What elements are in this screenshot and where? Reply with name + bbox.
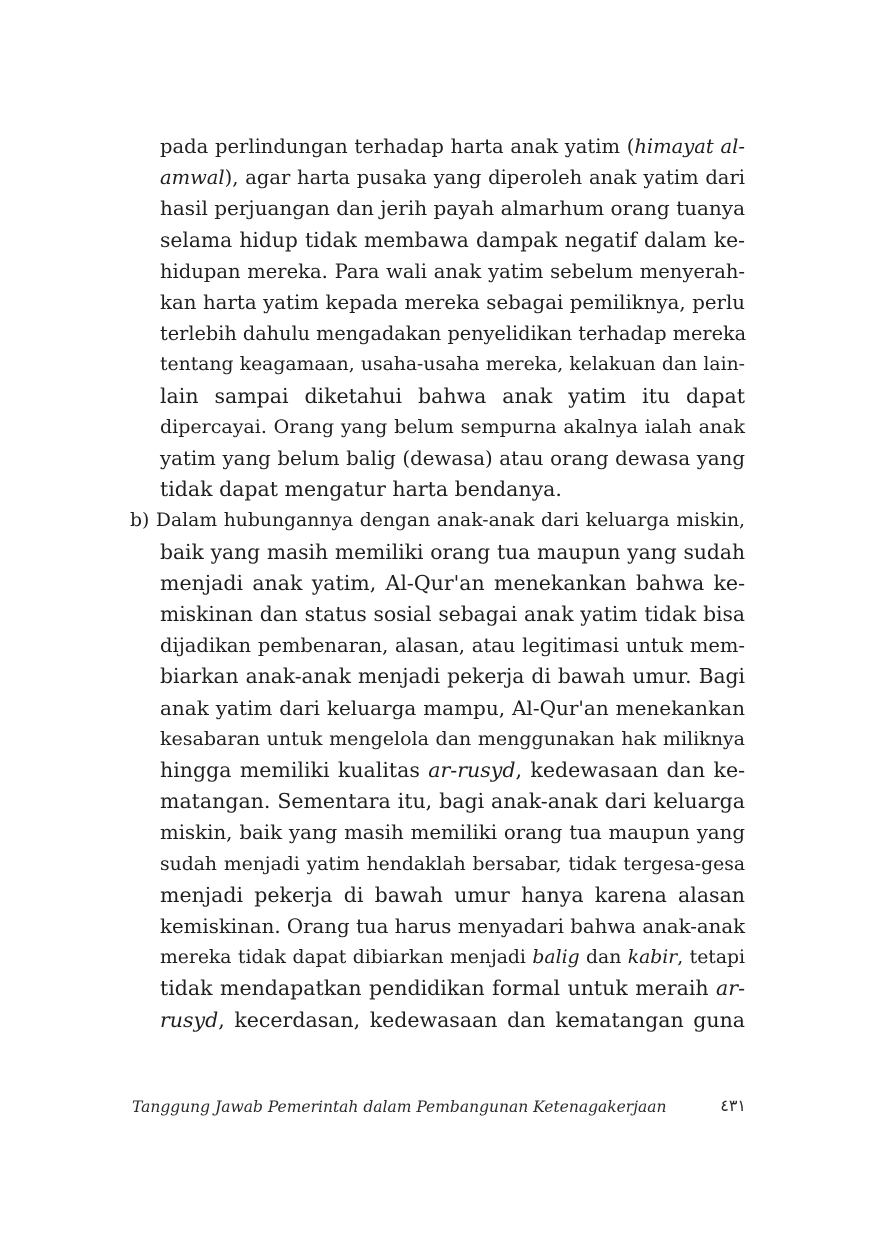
text-span: biarkan anak-anak menjadi pekerja di bawah umur. Bagi [160,664,745,689]
text-line [160,412,745,443]
text-span: matangan. Sementara itu, bagi anak-anak dari keluarga [160,789,745,814]
text-span: kan harta yatim kepada mereka sebagai pemiliknya, perlu [160,291,745,314]
text-line [160,381,745,412]
text-span: selama hidup tidak membawa dampak negatif dalam ke- [160,227,745,252]
text-line [160,942,745,973]
text-line [160,755,745,786]
text-line [130,505,745,536]
italic-term: ar- [716,976,745,1001]
text-line [160,225,745,256]
text-line [160,349,745,380]
text-line [160,162,745,193]
text-span: , kedewasaan dan ke- [515,758,746,782]
italic-term: himayat al- [634,135,745,158]
text-span: baik yang masih memiliki orang tua maupun yang sudah [160,539,745,564]
text-span: yatim yang belum balig (dewasa) atau orang dewasa yang [160,447,745,470]
text-line [160,193,745,224]
page-number: ٤٣١ [720,1096,746,1115]
text-span: dan [579,947,628,969]
text-line [160,599,745,630]
text-line [160,630,745,661]
text-span: hasil perjuangan dan jerih payah almarhum orang tuanya [160,196,746,221]
italic-term: ar-rusyd [428,758,516,782]
text-line [160,849,745,880]
text-line [160,817,745,848]
text-line [160,724,745,755]
text-line [160,287,745,318]
text-line [160,256,745,287]
text-span: ), agar harta pusaka yang diperoleh anak yatim dari [224,166,745,190]
text-span: dipercayai. Orang yang belum sempurna akalnya ialah anak [160,415,745,438]
text-line [160,880,745,911]
text-line [160,443,745,474]
text-span: , tetapi [677,947,746,969]
italic-term: rusyd [160,1007,219,1032]
text-line [160,131,745,162]
text-span: anak yatim dari keluarga mampu, Al-Qur'an menekankan [160,695,745,720]
text-span: pada perlindungan terhadap harta anak yatim ( [160,135,635,158]
text-span: kemiskinan. Orang tua harus menyadari bahwa anak-anak [160,915,746,938]
text-span: menjadi pekerja di bawah umur hanya karena alasan [160,882,745,907]
text-line [160,661,745,692]
text-span: hingga memiliki kualitas [160,758,429,782]
text-line [160,693,745,724]
text-span: hidupan mereka. Para wali anak yatim sebelum menyerah- [160,259,745,283]
text-span: dijadikan pembenaran, alasan, atau legitimasi untuk mem- [160,634,745,658]
text-span: tidak dapat mengatur harta bendanya. [160,477,562,502]
text-span: sudah menjadi yatim hendaklah bersabar, tidak tergesa-gesa [160,853,745,875]
text-line [160,911,745,942]
text-span: miskinan dan status sosial sebagai anak yatim tidak bisa [160,602,745,626]
text-line [160,318,745,349]
text-span: tidak mendapatkan pendidikan formal untuk meraih [160,976,717,1001]
text-span: , kecerdasan, kedewasaan dan kematangan guna [218,1007,745,1032]
italic-term: amwal [160,166,225,190]
text-span: lain sampai diketahui bahwa anak yatim itu dapat [160,383,745,408]
text-line [160,474,745,505]
text-span: miskin, baik yang masih memiliki orang tua maupun yang [160,821,745,845]
text-span: kesabaran untuk mengelola dan menggunakan hak miliknya [160,727,745,750]
text-line [160,568,745,599]
text-line [160,1005,745,1036]
text-span: menjadi anak yatim, Al-Qur'an menekankan bahwa ke- [160,570,745,595]
text-span: mereka tidak dapat dibiarkan menjadi [160,947,533,969]
italic-term: kabir [627,947,678,969]
italic-term: balig [532,947,580,969]
running-footer-title: Tanggung Jawab Pemerintah dalam Pembangunan Ketenagakerjaan [132,1098,667,1116]
text-line [160,537,745,568]
text-line [160,786,745,817]
text-span: tentang keagamaan, usaha-usaha mereka, kelakuan dan lain- [160,354,745,376]
text-span: b) Dalam hubungannya dengan anak-anak dari keluarga miskin, [130,510,745,532]
text-line [160,973,745,1004]
text-span: terlebih dahulu mengadakan penyelidikan terhadap mereka [160,322,747,346]
